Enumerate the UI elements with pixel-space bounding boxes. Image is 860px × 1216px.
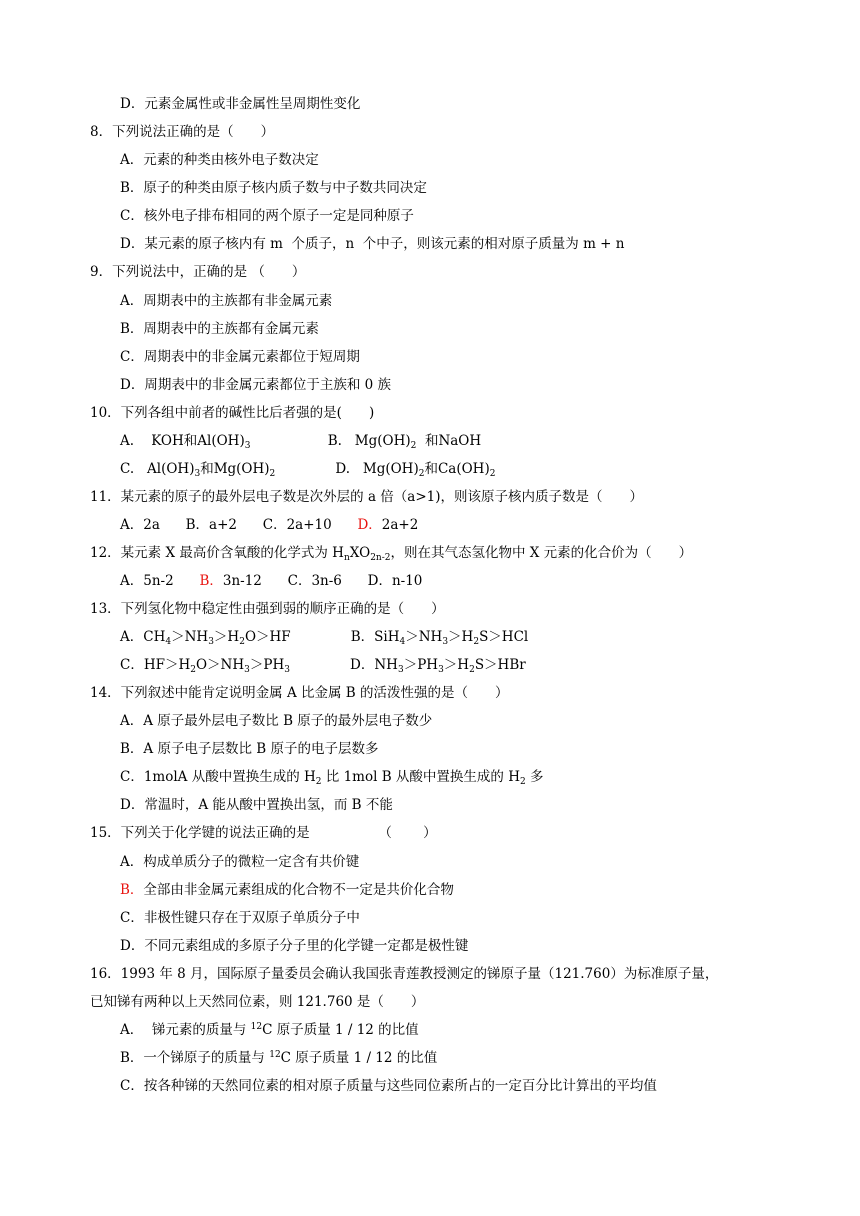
- text-segment: C 原子质量 1 / 12 的比值: [262, 1022, 419, 1038]
- text-segment: S＞HCl: [479, 629, 529, 645]
- answer-option-line: [120, 711, 432, 731]
- subscript-text: 2: [190, 665, 196, 675]
- text-segment: D. Mg(OH): [275, 461, 419, 477]
- superscript-text: 12: [269, 1050, 281, 1060]
- text-segment: 3n-12 C．3n-6 D．n-10: [222, 573, 423, 589]
- answer-option-line: [120, 206, 414, 226]
- text-segment: A. KOH和Al(OH): [120, 433, 245, 449]
- answer-option-line: [120, 234, 624, 254]
- subscript-text: 2: [473, 637, 480, 647]
- question-line: [90, 122, 274, 142]
- answer-option-line: [120, 375, 391, 395]
- text-segment: B．一个锑原子的质量与: [120, 1050, 270, 1066]
- text-segment: B．A 原子电子层数比 B 原子的电子层数多: [120, 741, 379, 757]
- answer-option-line: [120, 627, 528, 647]
- answer-option-line: [120, 767, 544, 787]
- question-line: [90, 262, 305, 282]
- answer-option-line: [120, 852, 359, 872]
- text-segment: C. Al(OH): [120, 461, 195, 477]
- answer-option-line: [120, 459, 495, 479]
- subscript-text: 3: [194, 469, 201, 479]
- subscript-text: 2: [239, 637, 245, 647]
- subscript-text: 2: [315, 777, 322, 787]
- subscript-text: n: [343, 553, 350, 563]
- text-segment: C 原子质量 1 / 12 的比值: [280, 1050, 438, 1066]
- text-segment: B．周期表中的主族都有金属元素: [120, 321, 319, 337]
- text-segment: C．核外电子排布相同的两个原子一定是同种原子: [120, 208, 414, 224]
- highlighted-answer-label: B．: [199, 573, 223, 589]
- text-segment: C．周期表中的非金属元素都位于短周期: [120, 349, 360, 365]
- text-segment: C．按各种锑的天然同位素的相对原子质量与这些同位素所占的一定百分比计算出的平均值: [120, 1078, 657, 1094]
- question-line: [90, 403, 374, 423]
- text-segment: 比 1mol B 从酸中置换生成的 H: [321, 769, 521, 785]
- text-segment: XO: [349, 545, 371, 561]
- answer-option-line: [120, 431, 481, 451]
- answer-option-line: [120, 908, 360, 928]
- question-line: [90, 992, 424, 1012]
- answer-option-line: [120, 515, 418, 535]
- text-segment: 和NaOH: [416, 433, 482, 449]
- text-segment: 8．下列说法正确的是（ ）: [90, 124, 275, 140]
- text-segment: D．常温时，A 能从酸中置换出氢，而 B 不能: [120, 797, 393, 813]
- subscript-text: 3: [208, 637, 214, 647]
- text-segment: D．NH: [289, 657, 398, 673]
- text-segment: 16．1993 年 8 月，国际原子量委员会确认我国张青莲教授测定的锑原子量（121.760）为标准原子量，: [90, 966, 719, 982]
- subscript-text: 2: [418, 469, 425, 479]
- text-segment: 全部由非金属元素组成的化合物不一定是共价化合物: [143, 882, 454, 898]
- text-segment: D．元素金属性或非金属性呈周期性变化: [120, 96, 361, 112]
- text-segment: ＞NH: [405, 629, 443, 645]
- text-segment: 12．某元素 X 最高价含氧酸的化学式为 H: [90, 545, 344, 561]
- text-segment: B．原子的种类由原子核内质子数与中子数共同决定: [120, 180, 427, 196]
- text-segment: 13．下列氢化物中稳定性由强到弱的顺序正确的是（ ）: [90, 601, 445, 617]
- subscript-text: 2: [489, 469, 496, 479]
- text-segment: 多: [525, 769, 544, 785]
- text-segment: ＞PH: [249, 657, 285, 673]
- answer-option-line: [120, 291, 332, 311]
- answer-option-line: [120, 795, 393, 815]
- subscript-text: 4: [399, 637, 406, 647]
- text-segment: D．不同元素组成的多原子分子里的化学键一定都是极性键: [120, 938, 469, 954]
- text-segment: S＞HBr: [474, 657, 526, 673]
- text-segment: 15．下列关于化学键的说法正确的是 （ ）: [90, 825, 437, 841]
- text-segment: 和Ca(OH): [424, 461, 490, 477]
- subscript-text: 2: [520, 777, 526, 787]
- text-segment: A．周期表中的主族都有非金属元素: [120, 293, 333, 309]
- text-segment: 10．下列各组中前者的碱性比后者强的是( ): [90, 405, 375, 421]
- text-segment: 2a+2: [381, 517, 419, 533]
- answer-option-line: [120, 880, 454, 900]
- highlighted-answer-label: D．: [357, 517, 382, 533]
- question-line: [90, 964, 718, 984]
- subscript-text: 3: [244, 665, 250, 675]
- question-line: [90, 599, 445, 619]
- subscript-text: 3: [284, 665, 290, 675]
- text-segment: O＞NH: [195, 657, 245, 673]
- answer-option-line: [120, 319, 319, 339]
- superscript-text: 12: [250, 1022, 263, 1032]
- highlighted-answer-label: B．: [120, 882, 144, 898]
- text-segment: A．5n-2: [120, 573, 200, 589]
- subscript-text: 4: [165, 637, 172, 647]
- text-segment: A．元素的种类由核外电子数决定: [120, 152, 319, 168]
- text-segment: ＞PH: [403, 657, 439, 673]
- answer-option-line: [120, 178, 427, 198]
- text-segment: D．某元素的原子核内有 m 个质子，n 个中子，则该元素的相对原子质量为 m + n: [120, 236, 625, 252]
- subscript-text: 3: [244, 441, 251, 451]
- text-segment: B. Mg(OH): [250, 433, 411, 449]
- text-segment: 和Mg(OH): [200, 461, 270, 477]
- text-segment: A．CH: [120, 629, 166, 645]
- text-segment: C．非极性键只存在于双原子单质分子中: [120, 910, 360, 926]
- text-segment: D．周期表中的非金属元素都位于主族和 0 族: [120, 377, 391, 393]
- text-segment: ，则在其气态氢化物中 X 元素的化合价为（ ）: [390, 545, 693, 561]
- answer-option-line: [120, 739, 378, 759]
- subscript-text: 2: [469, 665, 475, 675]
- text-segment: O＞HF B．SiH: [244, 629, 400, 645]
- answer-option-line: [120, 94, 360, 114]
- text-segment: 11．某元素的原子的最外层电子数是次外层的 a 倍（a>1)，则该原子核内质子数是（ ）: [90, 489, 644, 505]
- subscript-text: 2n-2: [370, 553, 391, 563]
- answer-option-line: [120, 1048, 437, 1068]
- text-segment: ＞H: [213, 629, 240, 645]
- answer-option-line: [120, 1020, 419, 1040]
- text-segment: ＞H: [448, 629, 474, 645]
- text-segment: 9．下列说法中，正确的是 （ ）: [90, 264, 306, 280]
- answer-option-line: [120, 655, 526, 675]
- answer-option-line: [120, 1076, 657, 1096]
- answer-option-line: [120, 347, 360, 367]
- text-segment: ＞NH: [171, 629, 209, 645]
- question-line: [90, 683, 509, 703]
- question-line: [90, 487, 643, 507]
- answer-option-line: [120, 936, 468, 956]
- subscript-text: 2: [269, 469, 276, 479]
- subscript-text: 3: [438, 665, 444, 675]
- text-segment: A．A 原子最外层电子数比 B 原子的最外层电子数少: [120, 713, 433, 729]
- answer-option-line: [120, 150, 319, 170]
- question-line: [90, 543, 692, 563]
- question-line: [90, 823, 437, 843]
- answer-option-line: [120, 571, 422, 591]
- text-segment: ＞H: [443, 657, 470, 673]
- subscript-text: 2: [410, 441, 417, 451]
- subscript-text: 3: [442, 637, 449, 647]
- text-segment: A．2a B．a+2 C．2a+10: [120, 517, 358, 533]
- text-segment: C．HF＞H: [120, 657, 191, 673]
- text-segment: A．构成单质分子的微粒一定含有共价键: [120, 854, 360, 870]
- subscript-text: 3: [397, 665, 404, 675]
- text-segment: 已知锑有两种以上天然同位素，则 121.760 是（ ）: [90, 994, 425, 1010]
- text-segment: C．1molA 从酸中置换生成的 H: [120, 769, 316, 785]
- text-segment: A． 锑元素的质量与: [120, 1022, 251, 1038]
- text-segment: 14．下列叙述中能肯定说明金属 A 比金属 B 的活泼性强的是（ ）: [90, 685, 509, 701]
